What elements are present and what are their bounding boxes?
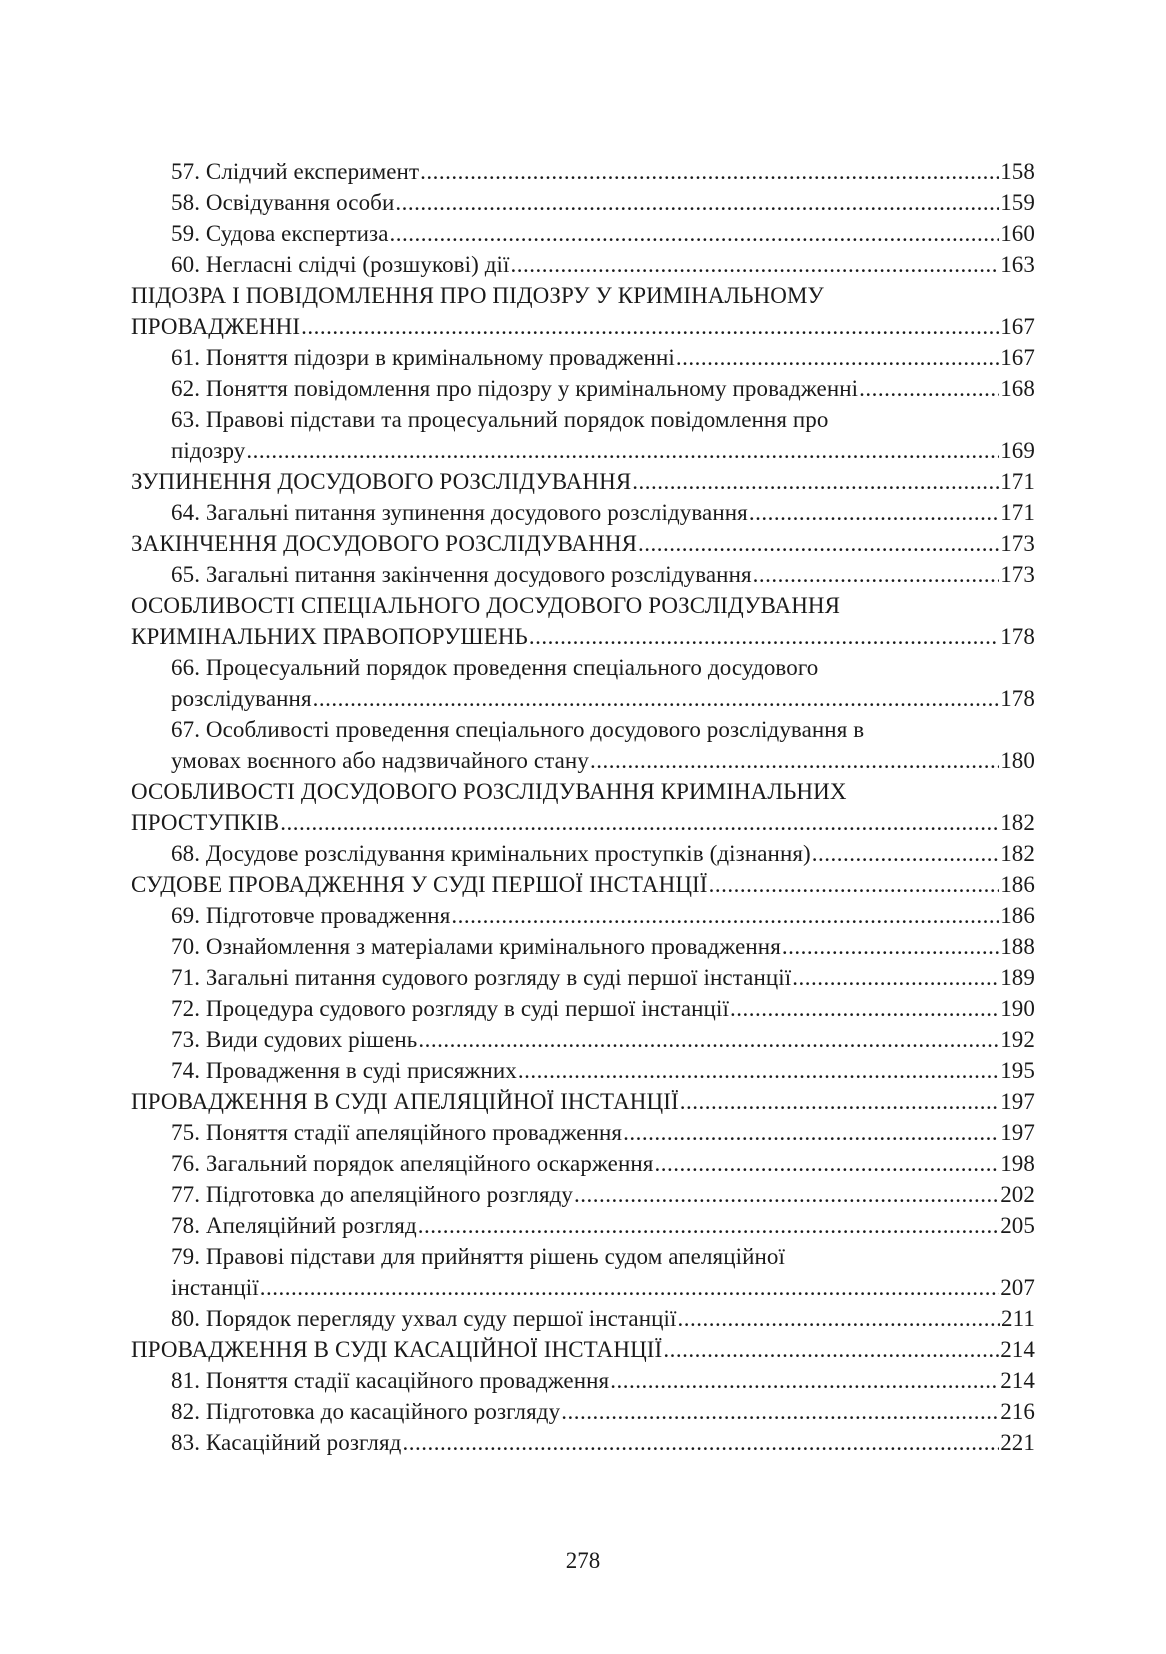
toc-entry-title: ПРОВАДЖЕННІ — [131, 314, 301, 339]
toc-entry-title: розслідування — [171, 686, 312, 711]
toc-section-heading — [131, 528, 1035, 559]
toc-entry-line — [131, 621, 1035, 652]
toc-entry-line — [131, 869, 1035, 900]
toc-entry-line — [171, 249, 1035, 280]
toc-entry-title: 77. Підготовка до апеляційного розгляду — [171, 1182, 574, 1207]
toc-entry-line — [171, 1272, 1035, 1303]
toc-section-heading — [131, 590, 1035, 652]
toc-entry-title: 82. Підготовка до касаційного розгляду — [171, 1399, 561, 1424]
toc-entry-page: 163 — [1000, 252, 1035, 277]
toc-entry — [131, 931, 1035, 962]
toc-entry-line — [171, 683, 1035, 714]
toc-entry-title: 62. Поняття повідомлення про підозру у кримінальному провадженні — [171, 376, 859, 401]
dot-leader — [782, 931, 999, 962]
toc-entry — [131, 1024, 1035, 1055]
toc-entry-line — [171, 993, 1035, 1024]
page-number: 278 — [565, 1548, 601, 1573]
toc-entry-page: 198 — [1000, 1151, 1035, 1176]
toc-entry-title: 78. Апеляційний розгляд — [171, 1213, 417, 1238]
toc-entry-title: 60. Негласні слідчі (розшукові) дії — [171, 252, 510, 277]
dot-leader — [632, 466, 999, 497]
dot-leader — [623, 1117, 999, 1148]
toc-entry-line — [171, 962, 1035, 993]
toc-entry-title-line: 67. Особливості проведення спеціального досудового розслідування в — [171, 717, 865, 742]
toc-entry — [131, 1148, 1035, 1179]
dot-leader — [420, 156, 999, 187]
toc-entry-title: ПРОСТУПКІВ — [131, 810, 280, 835]
toc-section-heading — [131, 1086, 1035, 1117]
dot-leader — [418, 1024, 999, 1055]
toc-entry-title: ЗАКІНЧЕННЯ ДОСУДОВОГО РОЗСЛІДУВАННЯ — [131, 531, 638, 556]
toc-section-heading — [131, 776, 1035, 838]
toc-entry-page: 192 — [1000, 1027, 1035, 1052]
toc-entry — [131, 1396, 1035, 1427]
toc-entry-page: 167 — [1000, 314, 1035, 339]
toc-entry-title: 61. Поняття підозри в кримінальному провадженні — [171, 345, 675, 370]
toc-entry-page: 182 — [1000, 841, 1035, 866]
toc-entry — [131, 404, 1035, 466]
dot-leader — [246, 435, 999, 466]
dot-leader — [561, 1396, 999, 1427]
toc-entry-line — [131, 1086, 1035, 1117]
toc-entry-line — [171, 838, 1035, 869]
dot-leader — [676, 342, 999, 373]
toc-entry — [131, 1055, 1035, 1086]
toc-entry — [131, 1365, 1035, 1396]
toc-entry-line — [171, 497, 1035, 528]
dot-leader — [610, 1365, 999, 1396]
toc-entry-title: 70. Ознайомлення з матеріалами кримінального провадження — [171, 934, 781, 959]
dot-leader — [402, 1427, 999, 1458]
toc-entry-title-line: 63. Правові підстави та процесуальний порядок повідомлення про — [171, 407, 829, 432]
toc-entry-page: 221 — [1000, 1430, 1035, 1455]
toc-entry-title: СУДОВЕ ПРОВАДЖЕННЯ У СУДІ ПЕРШОЇ ІНСТАНЦІЇ — [131, 872, 708, 897]
toc-entry-title: 58. Освідування особи — [171, 190, 395, 215]
dot-leader — [749, 497, 999, 528]
toc-entry-title: 57. Слідчий експеримент — [171, 159, 420, 184]
dot-leader — [301, 311, 999, 342]
toc-entry-title: 83. Касаційний розгляд — [171, 1430, 402, 1455]
toc-entry-page: 158 — [1000, 159, 1035, 184]
dot-leader — [678, 1303, 1001, 1334]
toc-entry-line — [131, 807, 1035, 838]
toc-entry-title: 65. Загальні питання закінчення досудового розслідування — [171, 562, 752, 587]
toc-entry-line — [171, 559, 1035, 590]
toc-entry-line — [171, 156, 1035, 187]
dot-leader — [730, 993, 999, 1024]
toc-entry-title: 75. Поняття стадії апеляційного провадження — [171, 1120, 623, 1145]
toc-entry — [131, 1117, 1035, 1148]
toc-entry-line — [131, 466, 1035, 497]
toc-entry-page: 178 — [1000, 686, 1035, 711]
toc-entry — [131, 900, 1035, 931]
toc-entry — [131, 373, 1035, 404]
dot-leader — [451, 900, 999, 931]
toc-entry-line — [131, 528, 1035, 559]
toc-entry-page: 159 — [1000, 190, 1035, 215]
toc-section-heading — [131, 466, 1035, 497]
toc-entry-title: 64. Загальні питання зупинення досудового розслідування — [171, 500, 748, 525]
dot-leader — [518, 1055, 999, 1086]
dot-leader — [812, 838, 999, 869]
toc-entry — [131, 1179, 1035, 1210]
toc-entry-title: 81. Поняття стадії касаційного провадження — [171, 1368, 610, 1393]
toc-entry-page: 186 — [1000, 872, 1035, 897]
dot-leader — [313, 683, 1000, 714]
toc-entry-line — [171, 342, 1035, 373]
dot-leader — [654, 1148, 999, 1179]
toc-entry — [131, 652, 1035, 714]
toc-entry-title-line: ПІДОЗРА І ПОВІДОМЛЕННЯ ПРО ПІДОЗРУ У КРИМІНАЛЬНОМУ — [131, 283, 824, 308]
toc-entry-line — [171, 1365, 1035, 1396]
toc-entry-line — [171, 1427, 1035, 1458]
toc-entry-page: 173 — [1000, 562, 1035, 587]
dot-leader — [590, 745, 999, 776]
dot-leader — [638, 528, 999, 559]
toc-section-heading — [131, 1334, 1035, 1365]
toc-entry-line — [171, 900, 1035, 931]
toc-entry-page: 202 — [1000, 1182, 1035, 1207]
toc-entry-title: КРИМІНАЛЬНИХ ПРАВОПОРУШЕНЬ — [131, 624, 528, 649]
toc-entry-line — [171, 1148, 1035, 1179]
toc-section-heading — [131, 869, 1035, 900]
toc-entry-title: 72. Процедура судового розгляду в суді першої інстанції — [171, 996, 729, 1021]
toc-entry-line — [171, 1303, 1035, 1334]
toc-entry-page: 178 — [1000, 624, 1035, 649]
dot-leader — [280, 807, 999, 838]
dot-leader — [418, 1210, 999, 1241]
dot-leader — [859, 373, 999, 404]
toc-entry-page: 189 — [1000, 965, 1035, 990]
toc-entry-line — [171, 1117, 1035, 1148]
toc-entry — [131, 249, 1035, 280]
toc-entry-page: 171 — [1000, 469, 1035, 494]
toc-entry-page: 207 — [1000, 1275, 1035, 1300]
toc-entry — [131, 962, 1035, 993]
toc-entry-title: 74. Провадження в суді присяжних — [171, 1058, 517, 1083]
toc-entry-page: 169 — [1000, 438, 1035, 463]
toc-entry-title: 73. Види судових рішень — [171, 1027, 418, 1052]
toc-entry — [131, 993, 1035, 1024]
dot-leader — [260, 1272, 999, 1303]
toc-entry-page: 160 — [1000, 221, 1035, 246]
dot-leader — [753, 559, 1000, 590]
toc-entry — [131, 1241, 1035, 1303]
toc-entry-title: ПРОВАДЖЕННЯ В СУДІ АПЕЛЯЦІЙНОЇ ІНСТАНЦІЇ — [131, 1089, 679, 1114]
toc-entry — [131, 714, 1035, 776]
toc-entry — [131, 497, 1035, 528]
dot-leader — [792, 962, 999, 993]
toc-entry-title: умовах воєнного або надзвичайного стану — [171, 748, 589, 773]
toc-entry-page: 195 — [1000, 1058, 1035, 1083]
toc-entry-title: інстанції — [171, 1275, 259, 1300]
dot-leader — [574, 1179, 999, 1210]
toc-entry-page: 214 — [1000, 1337, 1035, 1362]
toc-entry-line — [131, 1334, 1035, 1365]
toc-entry-page: 211 — [1001, 1306, 1035, 1331]
toc-entry — [131, 1210, 1035, 1241]
table-of-contents — [131, 156, 1035, 1458]
toc-entry — [131, 838, 1035, 869]
dot-leader — [680, 1086, 999, 1117]
toc-entry-title: 59. Судова експертиза — [171, 221, 389, 246]
toc-entry-title-line: ОСОБЛИВОСТІ СПЕЦІАЛЬНОГО ДОСУДОВОГО РОЗСЛІДУВАННЯ — [131, 593, 841, 618]
toc-entry-page: 182 — [1000, 810, 1035, 835]
toc-entry-line — [131, 311, 1035, 342]
dot-leader — [663, 1334, 999, 1365]
toc-entry-line — [171, 1024, 1035, 1055]
toc-entry-page: 168 — [1000, 376, 1035, 401]
toc-entry-title: ЗУПИНЕННЯ ДОСУДОВОГО РОЗСЛІДУВАННЯ — [131, 469, 632, 494]
dot-leader — [709, 869, 1000, 900]
toc-entry-title: 69. Підготовче провадження — [171, 903, 451, 928]
toc-entry-line — [171, 931, 1035, 962]
toc-entry — [131, 559, 1035, 590]
toc-entry-title: 76. Загальний порядок апеляційного оскарження — [171, 1151, 654, 1176]
toc-entry-title-line: 79. Правові підстави для прийняття рішень судом апеляційної — [171, 1244, 786, 1269]
toc-entry-line — [171, 187, 1035, 218]
dot-leader — [390, 218, 1000, 249]
toc-entry-page: 167 — [1000, 345, 1035, 370]
toc-entry-title-line: 66. Процесуальний порядок проведення спеціального досудового — [171, 655, 819, 680]
toc-entry-page: 171 — [1000, 500, 1035, 525]
toc-entry-title: ПРОВАДЖЕННЯ В СУДІ КАСАЦІЙНОЇ ІНСТАНЦІЇ — [131, 1337, 663, 1362]
toc-entry-line — [171, 1179, 1035, 1210]
toc-entry-page: 216 — [1000, 1399, 1035, 1424]
toc-entry-title: підозру — [171, 438, 246, 463]
toc-section-heading — [131, 280, 1035, 342]
toc-entry — [131, 1427, 1035, 1458]
toc-entry — [131, 187, 1035, 218]
toc-entry-title-line: ОСОБЛИВОСТІ ДОСУДОВОГО РОЗСЛІДУВАННЯ КРИМІНАЛЬНИХ — [131, 779, 847, 804]
toc-entry-page: 197 — [1000, 1089, 1035, 1114]
toc-entry-line — [171, 1210, 1035, 1241]
toc-entry — [131, 342, 1035, 373]
toc-entry-title: 71. Загальні питання судового розгляду в суді першої інстанції — [171, 965, 792, 990]
toc-entry-page: 186 — [1000, 903, 1035, 928]
dot-leader — [529, 621, 999, 652]
toc-entry-page: 214 — [1000, 1368, 1035, 1393]
toc-entry-page: 190 — [1000, 996, 1035, 1021]
toc-entry-line — [171, 745, 1035, 776]
toc-entry-title: 80. Порядок перегляду ухвал суду першої інстанції — [171, 1306, 677, 1331]
toc-entry-line — [171, 1396, 1035, 1427]
toc-entry-page: 180 — [1000, 748, 1035, 773]
toc-entry — [131, 218, 1035, 249]
toc-entry-page: 173 — [1000, 531, 1035, 556]
toc-entry-line — [171, 373, 1035, 404]
toc-entry-title: 68. Досудове розслідування кримінальних проступків (дізнання) — [171, 841, 811, 866]
toc-entry — [131, 156, 1035, 187]
dot-leader — [511, 249, 1000, 280]
toc-entry-line — [171, 1055, 1035, 1086]
toc-entry-line — [171, 218, 1035, 249]
dot-leader — [395, 187, 999, 218]
toc-entry-page: 188 — [1000, 934, 1035, 959]
toc-entry-page: 205 — [1000, 1213, 1035, 1238]
toc-entry — [131, 1303, 1035, 1334]
toc-entry-page: 197 — [1000, 1120, 1035, 1145]
toc-entry-line — [171, 435, 1035, 466]
